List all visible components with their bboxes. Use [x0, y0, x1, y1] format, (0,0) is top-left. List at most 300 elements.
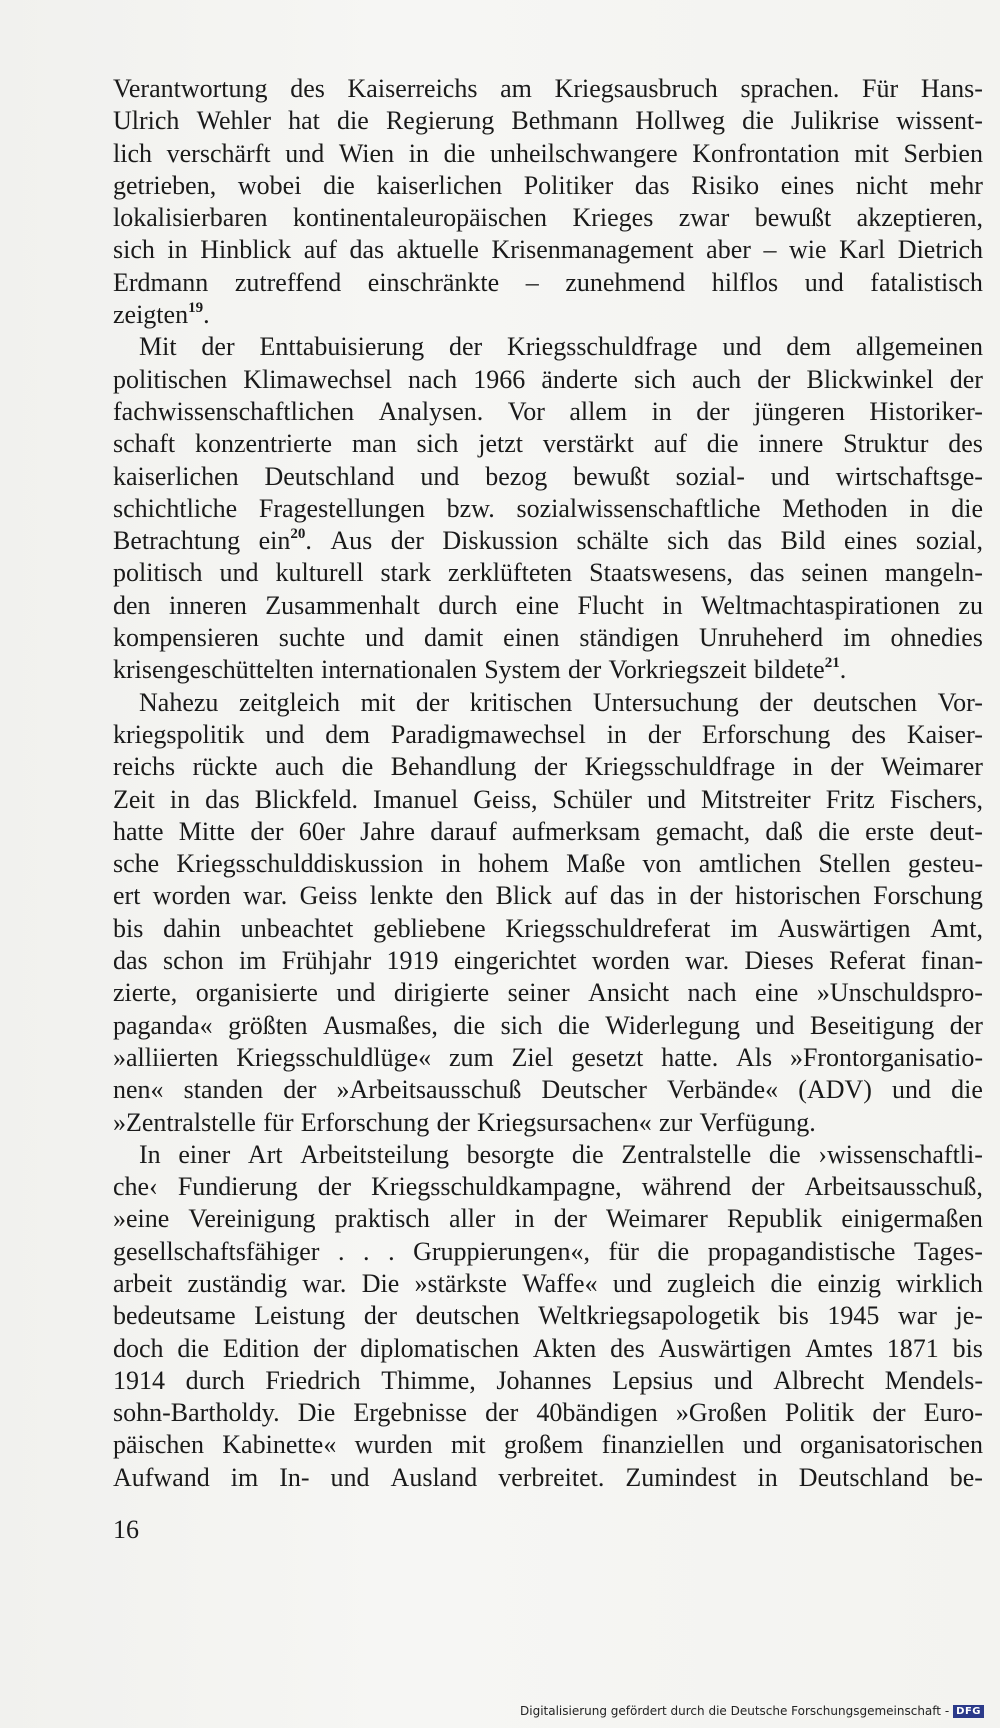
word: sich: [500, 1010, 543, 1040]
word: verstärkt: [542, 429, 634, 459]
word: die: [177, 1333, 210, 1363]
word: Klimawechsel: [243, 364, 392, 394]
text-line: [113, 977, 983, 1009]
word: bewußt: [754, 203, 832, 233]
word: bezog: [485, 461, 548, 491]
word: darauf: [430, 816, 497, 846]
text-line: [113, 913, 983, 945]
word: kulturell: [275, 558, 364, 588]
word: Krieges: [572, 203, 654, 233]
word: Hinblick: [200, 235, 292, 265]
word: »eine: [113, 1204, 170, 1234]
word: sche: [113, 849, 160, 879]
word: der: [415, 687, 450, 717]
word: der: [830, 752, 864, 782]
word: und: [420, 461, 460, 491]
word: 1945: [827, 1301, 880, 1331]
word: sozial,: [915, 526, 983, 556]
word: Vorkriegszeit: [608, 655, 747, 685]
word: »Zentralstelle: [113, 1107, 256, 1137]
word: Verbände«: [666, 1075, 779, 1105]
word: der: [313, 1333, 347, 1363]
word: wissent-: [896, 106, 983, 136]
word: die: [571, 1139, 604, 1169]
word: wobei: [237, 170, 302, 200]
word: im: [843, 623, 871, 653]
word: Schüler: [552, 784, 632, 814]
word: Flucht: [577, 590, 644, 620]
word: der: [949, 364, 983, 394]
word: Kriegsschuldreferat: [505, 913, 711, 943]
word: einer: [178, 1139, 231, 1169]
word: aller: [449, 1204, 496, 1234]
word: zunehmend: [565, 267, 686, 297]
footnote-reference: 21: [824, 655, 840, 672]
word: einzig: [817, 1268, 882, 1298]
word: seinen: [801, 558, 868, 588]
word: und: [742, 1430, 782, 1460]
word: Karl: [839, 235, 886, 265]
word: »Großen: [675, 1398, 767, 1428]
footer-credit-text: Digitalisierung gefördert durch die Deutsche Forschungsgemeinschaft -: [520, 1704, 950, 1718]
word: in: [757, 1462, 778, 1492]
word: Hans-: [920, 74, 983, 103]
word: für: [608, 1236, 639, 1266]
word: dahin: [163, 913, 221, 943]
word: Deutschland: [798, 1462, 929, 1492]
word: gesetzt: [571, 1042, 644, 1072]
word: Gruppierungen«,: [413, 1236, 590, 1266]
word: Imanuel: [373, 784, 459, 814]
word: –: [525, 267, 539, 297]
text-line: [113, 816, 983, 848]
word: –: [763, 235, 777, 265]
word: für: [263, 1107, 294, 1137]
text-line: [113, 202, 983, 234]
word: Aus: [330, 526, 373, 556]
word: hilflos: [711, 267, 779, 297]
word: praktisch: [334, 1204, 430, 1234]
word: jetzt: [478, 429, 524, 459]
text-line: [113, 267, 983, 299]
word: diplomatischen: [360, 1333, 519, 1363]
word: Arbeitsteilung: [300, 1139, 449, 1169]
word: die: [323, 170, 355, 200]
word: damit: [424, 623, 484, 653]
text-line: [113, 1139, 983, 1171]
word: innere: [758, 429, 824, 459]
word: und: [755, 1010, 795, 1040]
word: mit: [360, 687, 396, 717]
word: Regierung: [385, 106, 495, 136]
word: Methoden: [782, 493, 888, 523]
word: in: [909, 493, 930, 523]
word: worden: [591, 946, 670, 976]
word: Bethmann: [511, 106, 619, 136]
word: ein$^{20}$.: [258, 526, 312, 556]
word: Fischers,: [889, 784, 983, 814]
word: und: [722, 332, 762, 362]
word: rückte: [192, 752, 258, 782]
word: während: [641, 1172, 732, 1202]
word: doch: [113, 1333, 164, 1363]
word: bis: [778, 1301, 809, 1331]
word: wirklich: [896, 1268, 983, 1298]
word: zerklüfteten: [448, 558, 573, 588]
word: die: [558, 1010, 590, 1040]
word: Deutschland: [264, 461, 395, 491]
word: gesteu-: [907, 849, 983, 879]
word: sich: [416, 429, 459, 459]
word: zwar: [678, 203, 730, 233]
word: Dieses: [744, 946, 814, 976]
word: schichtliche: [113, 493, 238, 523]
text-line: [113, 784, 983, 816]
word: Serbien: [903, 138, 983, 168]
text-line: [113, 880, 983, 912]
word: eine: [515, 590, 560, 620]
word: internationalen: [320, 655, 477, 685]
word: das: [609, 881, 645, 911]
word: der: [872, 1398, 906, 1428]
text-line: [113, 1107, 983, 1139]
text-line: [113, 557, 983, 589]
text-line: [113, 687, 983, 719]
text-line: [113, 1010, 983, 1042]
word: wurden: [354, 1430, 433, 1460]
word: amtlichen: [698, 849, 802, 879]
word: fatalistisch: [870, 267, 983, 297]
word: Kriegsschuldlüge«: [236, 1042, 432, 1072]
dfg-logo: DFG: [953, 1705, 984, 1718]
word: be-: [949, 1462, 983, 1492]
word: Julikrise: [791, 106, 880, 136]
word: die: [951, 493, 983, 523]
word: der: [696, 396, 730, 426]
word: und: [770, 461, 810, 491]
word: seiner: [507, 978, 570, 1008]
word: je-: [955, 1301, 983, 1331]
word: den: [113, 590, 151, 620]
word: Staatswesens,: [589, 558, 733, 588]
word: Amt,: [930, 913, 983, 943]
word: Kaiser-: [906, 719, 983, 749]
word: Albrecht: [773, 1365, 865, 1395]
word: der: [759, 687, 793, 717]
word: Historiker-: [869, 396, 983, 426]
word: dem: [786, 332, 832, 362]
word: Geiss,: [473, 784, 538, 814]
word: bildete$^{21}$.: [753, 655, 847, 685]
word: Erforschung: [701, 719, 831, 749]
word: von: [642, 849, 682, 879]
word: organisierte: [195, 978, 318, 1008]
word: mit: [854, 138, 889, 168]
text-line: [113, 1333, 983, 1365]
word: das: [749, 558, 785, 588]
word: Verantwortung: [113, 74, 268, 103]
word: Mit: [139, 332, 177, 362]
word: 1914: [113, 1365, 165, 1395]
word: verbreitet.: [498, 1462, 605, 1492]
word: sich: [633, 364, 676, 394]
word: und: [265, 719, 305, 749]
text-line: [113, 1074, 983, 1106]
word: zeigten$^{19}$.: [113, 300, 210, 330]
word: in: [606, 719, 627, 749]
word: 1919: [386, 946, 439, 976]
text-line: [113, 170, 983, 202]
word: lokalisierbaren: [113, 203, 268, 233]
word: Fragestellungen: [258, 493, 425, 523]
word: Als: [736, 1042, 773, 1072]
word: Ulrich: [113, 106, 180, 136]
text-line: [113, 299, 983, 331]
word: die: [453, 1010, 486, 1040]
word: sohn-Bartholdy.: [113, 1398, 280, 1428]
word: Jahre: [360, 816, 416, 846]
word: Auswärtigen: [777, 913, 911, 943]
word: hatte: [113, 816, 164, 846]
text-line: [113, 73, 983, 105]
word: Vereinigung: [188, 1204, 316, 1234]
word: arbeit: [113, 1268, 173, 1298]
word: nach: [687, 978, 737, 1008]
word: zierte,: [113, 978, 178, 1008]
word: inneren: [168, 590, 247, 620]
text-line: [113, 331, 983, 363]
word: bewußt: [573, 461, 650, 491]
word: Mitte: [178, 816, 236, 846]
word: der: [436, 1107, 470, 1137]
word: Behandlung: [390, 752, 517, 782]
text-line: [113, 1268, 983, 1300]
word: schon: [162, 946, 224, 976]
word: das: [349, 235, 385, 265]
word: und: [336, 978, 376, 1008]
word: Weimarer: [606, 1204, 708, 1234]
word: das: [113, 946, 148, 976]
word: kaiserlichen: [113, 461, 239, 491]
word: in: [440, 849, 461, 879]
footnote-reference: 19: [188, 300, 204, 317]
word: kriegspolitik: [113, 719, 245, 749]
word: getrieben,: [113, 170, 217, 200]
word: die: [341, 752, 374, 782]
word: »Frontorganisatio-: [789, 1042, 983, 1072]
word: Zeit: [113, 784, 155, 814]
word: Waffe«: [522, 1268, 598, 1298]
word: Arbeitsausschuß,: [804, 1172, 983, 1202]
word: auf: [564, 881, 598, 911]
word: bis: [952, 1333, 983, 1363]
word: 1871: [886, 1333, 939, 1363]
word: Mendels-: [884, 1365, 983, 1395]
word: nach: [408, 364, 458, 394]
word: Beseitigung: [809, 1010, 935, 1040]
word: einigermaßen: [841, 1204, 983, 1234]
word: der: [283, 1075, 317, 1105]
text-line: [113, 138, 983, 170]
word: Dietrich: [897, 235, 983, 265]
word: zur: [659, 1107, 693, 1137]
word: die: [951, 1075, 983, 1105]
word: das: [205, 784, 240, 814]
text-line: [113, 590, 983, 622]
word: auf: [653, 429, 687, 459]
word: Leistung: [254, 1301, 346, 1331]
word: die: [706, 429, 739, 459]
word: reichs: [113, 752, 176, 782]
word: allem: [569, 396, 628, 426]
word: änderte: [541, 364, 618, 394]
word: Forschung: [873, 881, 983, 911]
word: Republik: [726, 1204, 823, 1234]
word: des: [290, 74, 325, 103]
word: Ansicht: [588, 978, 670, 1008]
word: ständigen: [579, 623, 680, 653]
word: schälte: [576, 526, 649, 556]
text-line: [113, 622, 983, 654]
word: Enttabuisierung: [259, 332, 425, 362]
word: Wien: [338, 138, 395, 168]
word: Nahezu: [139, 687, 219, 717]
word: Weltkriegsapologetik: [538, 1301, 760, 1331]
word: finanziellen: [601, 1430, 725, 1460]
word: stark: [380, 558, 432, 588]
word: aber: [706, 235, 751, 265]
word: Weltmachtaspirationen: [700, 590, 941, 620]
word: einen: [503, 623, 560, 653]
word: des: [851, 719, 886, 749]
word: Wehler: [196, 106, 271, 136]
word: bzw.: [446, 493, 495, 523]
word: Die: [361, 1268, 400, 1298]
word: Ausland: [390, 1462, 478, 1492]
word: fachwissenschaftlichen: [113, 396, 355, 426]
word: mangeln-: [884, 558, 983, 588]
word: in: [656, 881, 678, 911]
word: »Unschuldspro-: [816, 978, 983, 1008]
word: »stärkste: [414, 1268, 507, 1298]
word: verschärft: [166, 138, 271, 168]
text-line: [113, 105, 983, 137]
word: standen: [183, 1075, 264, 1105]
word: Politiker: [523, 170, 614, 200]
word: zuständig: [187, 1268, 288, 1298]
word: Geiss: [299, 881, 358, 911]
word: wirtschaftsge-: [835, 461, 983, 491]
word: besorgte: [466, 1139, 555, 1169]
word: Widerlegung: [605, 1010, 740, 1040]
word: Kabinette«: [222, 1430, 337, 1460]
word: der: [751, 1172, 785, 1202]
word: ›wissenschaftli-: [818, 1139, 983, 1169]
word: auch: [691, 364, 742, 394]
word: Amtes: [805, 1333, 874, 1363]
word: in: [651, 396, 672, 426]
word: lenkte: [369, 881, 434, 911]
word: aufmerksam: [511, 816, 641, 846]
word: Referat: [829, 946, 906, 976]
word: unbeachtet: [240, 913, 354, 943]
word: der: [317, 1172, 351, 1202]
word: Auswärtigen: [658, 1333, 792, 1363]
word: .: [363, 1236, 370, 1266]
word: Johannes: [496, 1365, 592, 1395]
word: der: [448, 332, 483, 362]
word: in: [792, 752, 813, 782]
digitization-footer: [520, 1704, 984, 1718]
word: konzentrierte: [194, 429, 333, 459]
word: Ausmaßes,: [323, 1010, 438, 1040]
word: gesellschaftsfähiger: [113, 1236, 320, 1266]
word: deutschen: [415, 1301, 520, 1331]
text-line: [113, 654, 983, 686]
word: die: [742, 106, 774, 136]
word: Vor-: [937, 687, 983, 717]
text-line: [113, 1429, 983, 1461]
word: war.: [302, 1268, 347, 1298]
word: die: [337, 106, 369, 136]
word: Kriegsschulddiskussion: [176, 849, 424, 879]
word: eine: [755, 978, 799, 1008]
word: durch: [185, 1365, 245, 1395]
word: ert: [113, 881, 141, 911]
word: bis: [113, 913, 144, 943]
word: die: [443, 138, 476, 168]
word: in: [167, 235, 188, 265]
word: Paradigmawechsel: [390, 719, 586, 749]
text-line: [113, 1365, 983, 1397]
word: Friedrich: [265, 1365, 361, 1395]
word: Betrachtung: [113, 526, 241, 556]
word: Kriegsschuldfrage: [584, 752, 776, 782]
word: Weimarer: [881, 752, 983, 782]
word: suchte: [278, 623, 346, 653]
text-line: [113, 1042, 983, 1074]
word: nen«: [113, 1075, 164, 1105]
word: und: [365, 623, 405, 653]
word: war.: [685, 946, 730, 976]
word: großem: [503, 1430, 584, 1460]
word: die: [818, 816, 850, 846]
word: Fundierung: [177, 1172, 298, 1202]
text-line: [113, 719, 983, 751]
word: in: [514, 1204, 535, 1234]
word: Vor: [507, 396, 545, 426]
word: akzeptieren,: [856, 203, 983, 233]
word: Analysen.: [378, 396, 484, 426]
word: Aufwand: [113, 1462, 210, 1492]
word: sozialwissenschaftliche: [516, 493, 761, 523]
word: mit: [450, 1430, 486, 1460]
word: am: [500, 74, 532, 103]
word: Erforschung: [300, 1107, 430, 1137]
word: das: [634, 170, 670, 200]
word: dirigierte: [393, 978, 490, 1008]
text-line: [113, 525, 983, 557]
word: und: [612, 1268, 652, 1298]
word: unheilschwangere: [489, 138, 678, 168]
word: die: [768, 1139, 801, 1169]
word: Art: [247, 1139, 283, 1169]
word: in: [662, 590, 683, 620]
word: durch: [438, 590, 498, 620]
word: Zentralstelle: [621, 1139, 752, 1169]
word: In: [139, 1139, 161, 1169]
word: Ergebnisse: [353, 1398, 467, 1428]
